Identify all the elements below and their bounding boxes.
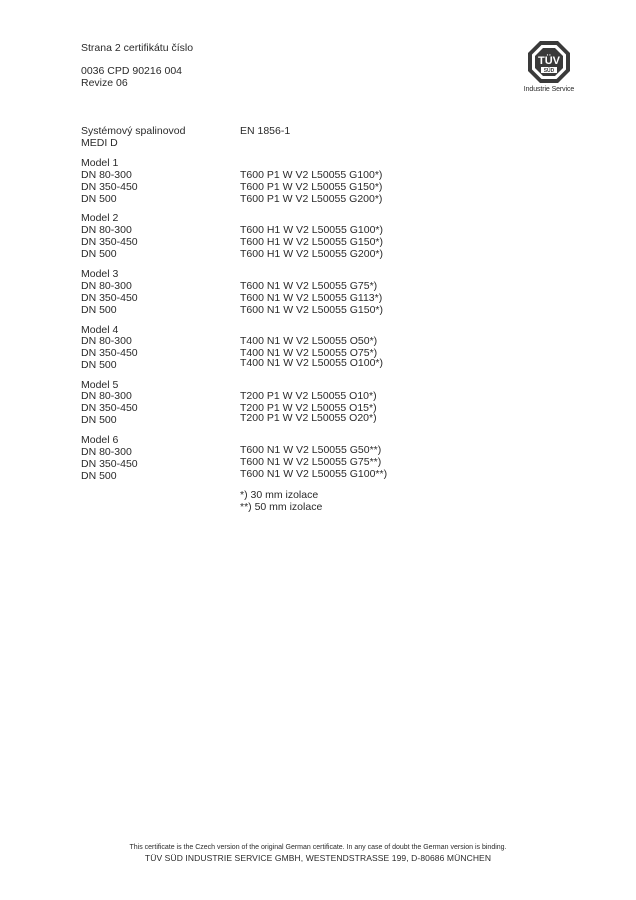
certificate-footer [0, 843, 636, 864]
model-title: Model 4 [81, 324, 119, 336]
model-spec: T400 N1 W V2 L50055 O100*) [240, 357, 384, 369]
model-size: DN 80-300 [81, 224, 132, 236]
logo-mark-sub: SÜD [543, 68, 555, 74]
model-spec: T600 N1 W V2 L50055 G75*) [240, 280, 378, 292]
model-spec: T600 H1 W V2 L50055 G200*) [240, 248, 384, 260]
model-title: Model 2 [81, 212, 119, 224]
product-variant: MEDI D [81, 137, 118, 149]
model-size: DN 500 [81, 359, 117, 371]
model-size: DN 80-300 [81, 335, 132, 347]
model-spec: T600 N1 W V2 L50055 G150*) [240, 304, 384, 316]
model-size: DN 350-450 [81, 181, 138, 193]
logo-caption: Industrie Service [523, 86, 575, 93]
model-size: DN 350-450 [81, 402, 138, 414]
model-spec: T200 P1 W V2 L50055 O10*) [240, 390, 377, 402]
model-size: DN 350-450 [81, 458, 138, 470]
model-spec: T600 P1 W V2 L50055 G150*) [240, 181, 383, 193]
logo-mark: TÜV [538, 55, 560, 67]
model-spec: T600 N1 W V2 L50055 G100**) [240, 468, 388, 480]
model-size: DN 500 [81, 414, 117, 426]
footer-address: TÜV SÜD INDUSTRIE SERVICE GMBH, WESTENDSTRASSE 199, D-80686 MÜNCHEN [144, 853, 492, 863]
model-spec: T600 H1 W V2 L50055 G100*) [240, 224, 384, 236]
model-spec: T200 P1 W V2 L50055 O20*) [240, 412, 377, 424]
certificate-header [81, 42, 193, 89]
product-name: Systémový spalinovod [81, 125, 186, 137]
model-spec: T600 P1 W V2 L50055 G200*) [240, 193, 383, 205]
model-size: DN 500 [81, 193, 117, 205]
revision: Revize 06 [81, 77, 128, 89]
model-size: DN 80-300 [81, 280, 132, 292]
footer-disclaimer: This certificate is the Czech version of the original German certificate. In any case of doubt the German version is binding. [129, 844, 507, 851]
model-spec: T600 N1 W V2 L50055 G75**) [240, 456, 382, 468]
model-size: DN 350-450 [81, 292, 138, 304]
note: *) 30 mm izolace [240, 489, 319, 501]
model-size: DN 500 [81, 470, 117, 482]
model-spec: T200 P1 W V2 L50055 O15*) [240, 402, 377, 414]
product-standard: EN 1856-1 [240, 125, 291, 137]
model-size: DN 80-300 [81, 169, 132, 181]
note: **) 50 mm izolace [240, 501, 323, 513]
model-title: Model 3 [81, 268, 119, 280]
model-size: DN 500 [81, 248, 117, 260]
model-size: DN 80-300 [81, 446, 132, 458]
tuv-logo [519, 40, 579, 93]
model-spec: T600 N1 W V2 L50055 G113*) [240, 292, 383, 304]
model-size: DN 80-300 [81, 390, 132, 402]
model-spec: T400 N1 W V2 L50055 O75*) [240, 347, 378, 359]
page-reference: Strana 2 certifikátu číslo [81, 42, 194, 54]
tuv-octagon-icon [527, 40, 571, 84]
model-size: DN 350-450 [81, 347, 138, 359]
model-spec: T600 P1 W V2 L50055 G100*) [240, 169, 383, 181]
model-title: Model 5 [81, 379, 119, 391]
model-spec: T600 H1 W V2 L50055 G150*) [240, 236, 384, 248]
model-title: Model 1 [81, 157, 119, 169]
model-title: Model 6 [81, 434, 119, 446]
certificate-number: 0036 CPD 90216 004 [81, 65, 182, 77]
model-spec: T400 N1 W V2 L50055 O50*) [240, 335, 378, 347]
model-spec: T600 N1 W V2 L50055 G50**) [240, 444, 382, 456]
model-size: DN 500 [81, 304, 117, 316]
model-size: DN 350-450 [81, 236, 138, 248]
